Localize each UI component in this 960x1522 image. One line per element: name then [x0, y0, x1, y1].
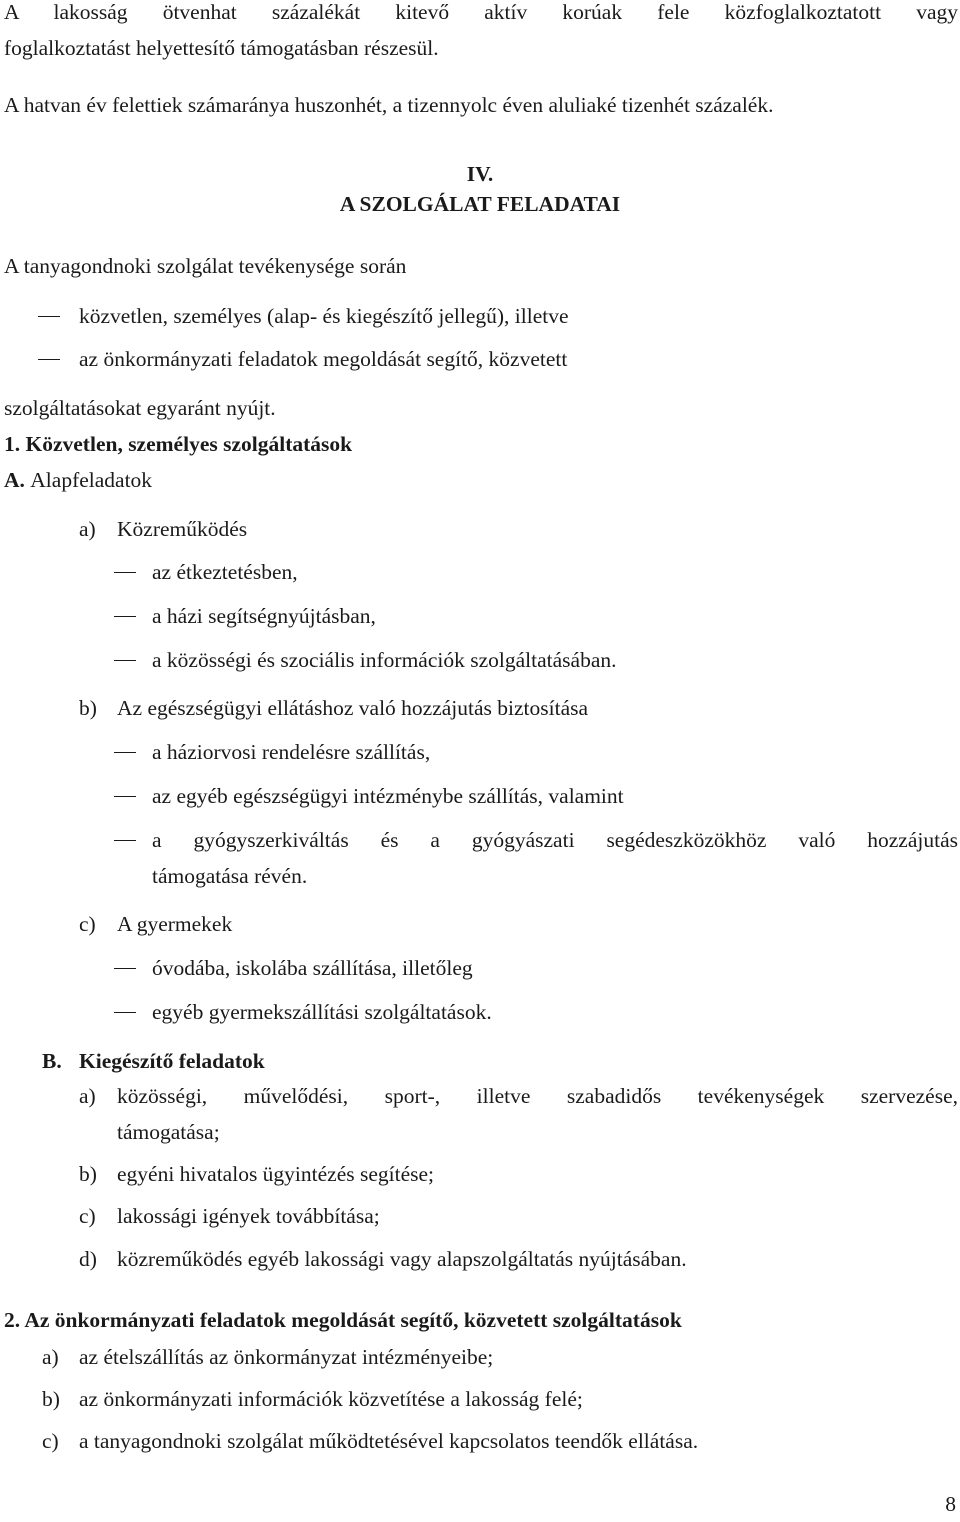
item-label: c) — [79, 1204, 96, 1228]
dash-bullet — [114, 616, 136, 617]
lead-dash-item-2: az önkormányzati feladatok megoldását segítő, közvetett — [79, 347, 568, 371]
item-label: a) — [79, 517, 96, 541]
dash-bullet — [114, 572, 136, 573]
item-text: lakossági igények továbbítása; — [117, 1204, 380, 1228]
item-label: a) — [79, 1084, 96, 1108]
part1-heading: 1. Közvetlen, személyes szolgáltatások — [4, 432, 353, 456]
item-text: közösségi, művelődési, sport-, illetve szabadidős tevékenységek szervezése, — [117, 1084, 958, 1108]
part2-heading: 2. Az önkormányzati feladatok megoldását segítő, közvetett szolgáltatások — [4, 1308, 682, 1332]
dash-item: egyéb gyermekszállítási szolgáltatások. — [152, 1000, 492, 1024]
item-text-continuation: támogatása; — [117, 1120, 220, 1144]
lead-text: A tanyagondnoki szolgálat tevékenysége során — [4, 254, 407, 278]
part1-A-prefix: A. — [4, 468, 25, 492]
item-text: az ételszállítás az önkormányzat intézményeibe; — [79, 1345, 494, 1369]
dash-item: a közösségi és szociális információk szolgáltatásában. — [152, 648, 617, 672]
dash-item: a háziorvosi rendelésre szállítás, — [152, 740, 431, 764]
item-label: c) — [79, 912, 96, 936]
dash-item: óvodába, iskolába szállítása, illetőleg — [152, 956, 473, 980]
item-label: d) — [79, 1247, 97, 1271]
item-label: b) — [42, 1387, 60, 1411]
item-text: közreműködés egyéb lakossági vagy alapszolgáltatás nyújtásában. — [117, 1247, 687, 1271]
dash-item-continuation: támogatása révén. — [152, 864, 308, 888]
item-text: A gyermekek — [117, 912, 233, 936]
intro-paragraph-line-1: A lakosság ötvenhat százalékát kitevő aktív korúak fele közfoglalkoztatott vagy — [4, 0, 958, 24]
part1-A-title: Alapfeladatok — [30, 468, 153, 492]
intro-paragraph-line-2: foglalkoztatást helyettesítő támogatásban részesül. — [4, 36, 439, 60]
item-text: egyéni hivatalos ügyintézés segítése; — [117, 1162, 435, 1186]
part1-B-prefix: B. — [42, 1049, 62, 1073]
dash-bullet — [114, 752, 136, 753]
dash-bullet — [114, 660, 136, 661]
dash-bullet — [114, 796, 136, 797]
item-label: a) — [42, 1345, 59, 1369]
item-label: b) — [79, 1162, 97, 1186]
dash-bullet — [114, 968, 136, 969]
item-label: b) — [79, 696, 97, 720]
dash-item: az étkeztetésben, — [152, 560, 298, 584]
dash-bullet — [114, 1012, 136, 1013]
dash-item: a gyógyszerkiváltás és a gyógyászati segédeszközökhöz való hozzájutás — [152, 828, 958, 852]
item-text: a tanyagondnoki szolgálat működtetésével kapcsolatos teendők ellátása. — [79, 1429, 699, 1453]
part1-B-heading: Kiegészítő feladatok — [79, 1049, 265, 1073]
item-text: az önkormányzati információk közvetítése a lakosság felé; — [79, 1387, 583, 1411]
page-number: 8 — [945, 1492, 956, 1516]
item-text: Közreműködés — [117, 517, 248, 541]
lead-tail: szolgáltatásokat egyaránt nyújt. — [4, 396, 276, 420]
intro-paragraph-2: A hatvan év felettiek számaránya huszonhét, a tizennyolc éven aluliaké tizenhét százalék. — [4, 93, 774, 117]
item-label: c) — [42, 1429, 59, 1453]
dash-bullet — [38, 359, 60, 360]
item-text: Az egészségügyi ellátáshoz való hozzájutás biztosítása — [117, 696, 589, 720]
dash-bullet — [38, 316, 60, 317]
section-number: IV. — [466, 162, 494, 186]
dash-item: az egyéb egészségügyi intézménybe szállítás, valamint — [152, 784, 624, 808]
part1-A-heading — [4, 462, 958, 498]
lead-dash-item-1: közvetlen, személyes (alap- és kiegészítő jellegű), illetve — [79, 304, 569, 328]
section-title: A SZOLGÁLAT FELADATAI — [339, 192, 621, 216]
dash-item: a házi segítségnyújtásban, — [152, 604, 376, 628]
dash-bullet — [114, 840, 136, 841]
